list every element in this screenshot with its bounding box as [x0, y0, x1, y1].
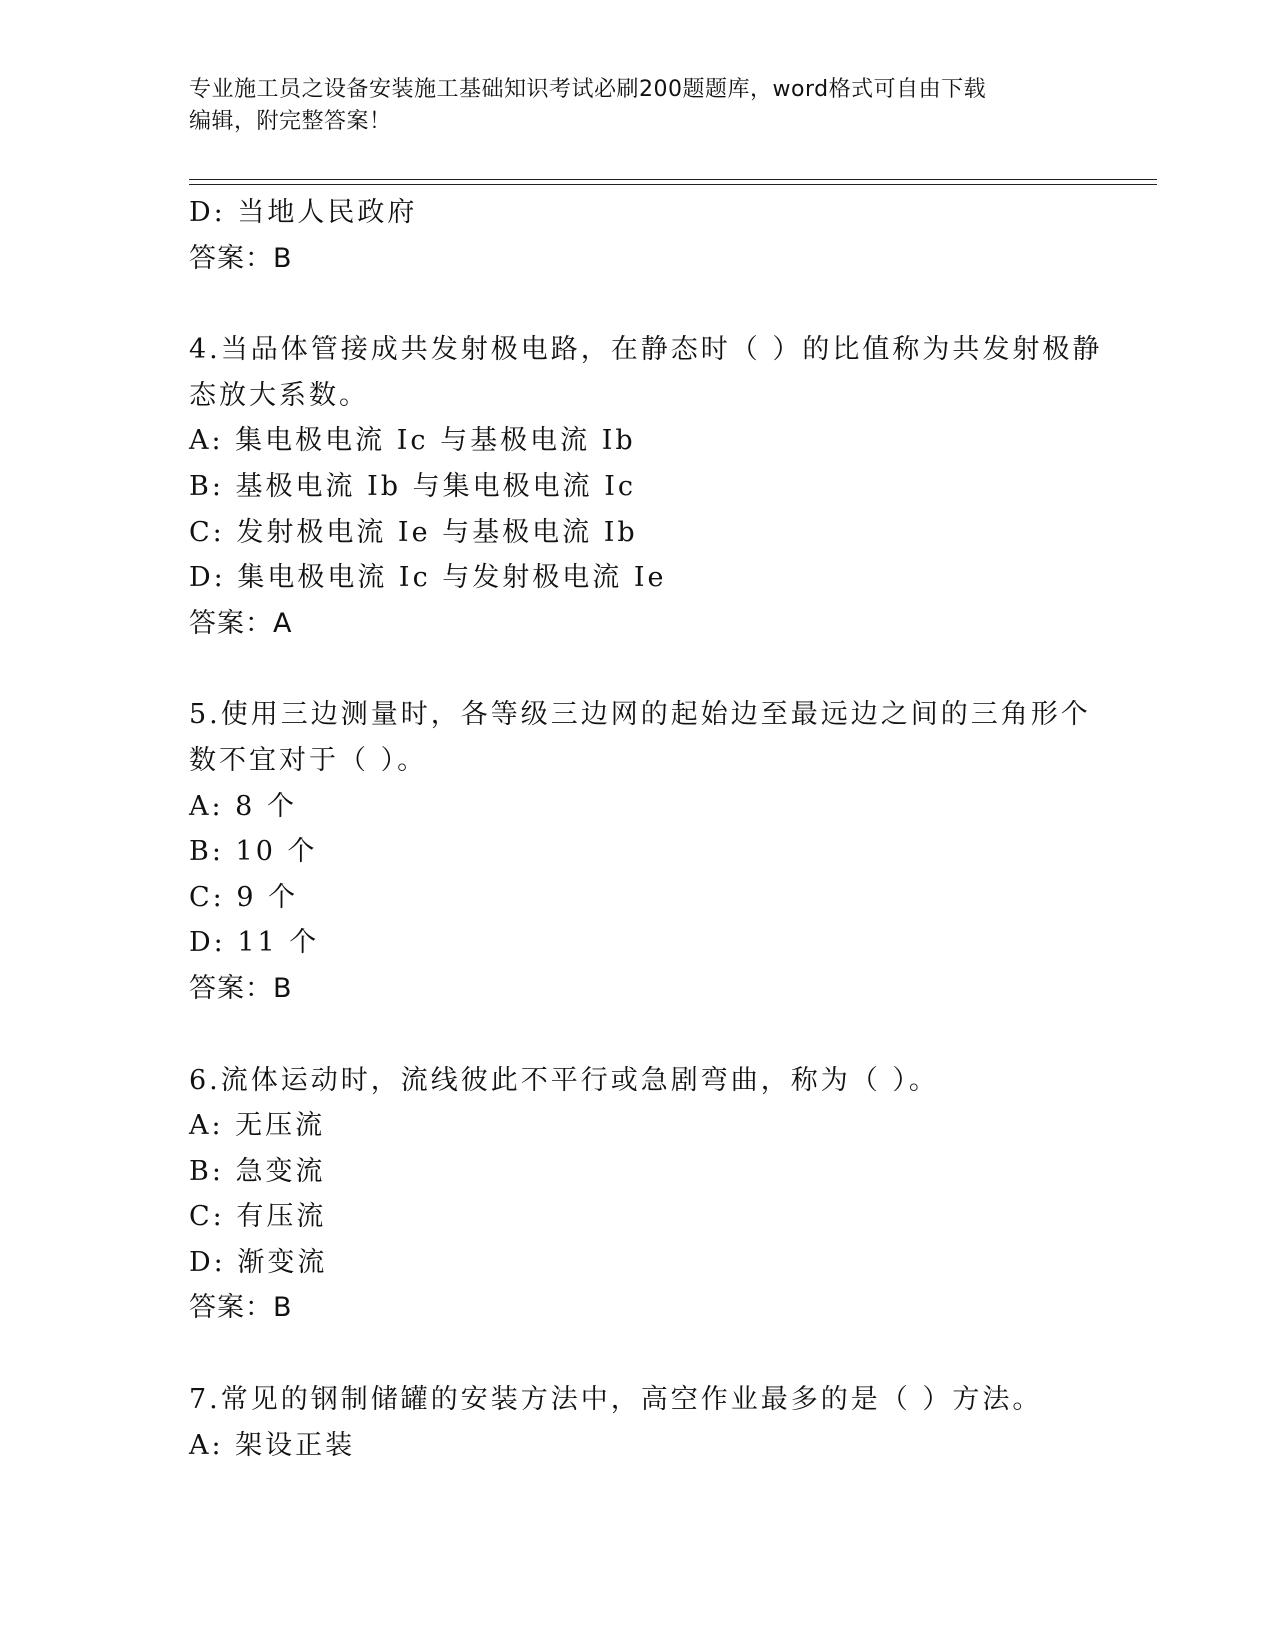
option-b: B: 急变流: [189, 1155, 326, 1187]
header-title-line-2: 编辑，附完整答案！: [189, 109, 392, 134]
option-b: B: 基极电流 Ib 与集电极电流 Ic: [189, 470, 637, 502]
answer-line: 答案：A: [189, 607, 293, 639]
question-stem-continued: 态放大系数。: [189, 379, 369, 411]
option-a: A: 无压流: [189, 1110, 326, 1142]
question-5: [189, 692, 1089, 1011]
option-c: C: 9 个: [189, 881, 299, 913]
header-title-line-1: 专业施工员之设备安装施工基础知识考试必刷200题题库，word格式可自由下载: [189, 77, 987, 102]
answer-line: 答案：B: [189, 972, 293, 1004]
answer-line: 答案：B: [189, 242, 293, 274]
question-stem-continued: 数不宜对于（ ）。: [189, 744, 428, 776]
option-a: A: 集电极电流 Ic 与基极电流 Ib: [189, 425, 636, 457]
question-stem: 6.流体运动时，流线彼此不平行或急剧弯曲，称为（ ）。: [189, 1064, 939, 1096]
option-d: D: 当地人民政府: [189, 197, 418, 228]
question-stem: 4.当品体管接成共发射极电路，在静态时（ ）的比值称为共发射极静: [189, 334, 1103, 366]
option-a: A: 架设正装: [189, 1429, 356, 1461]
option-c: C: 发射极电流 Ie 与基极电流 Ib: [189, 516, 638, 548]
question-7: [189, 1377, 1089, 1468]
document-header: [189, 74, 1069, 138]
option-a: A: 8 个: [189, 790, 297, 822]
question-6: [189, 1058, 1089, 1332]
option-d: D: 渐变流: [189, 1246, 328, 1278]
header-divider-bottom: [189, 184, 1157, 185]
option-c: C: 有压流: [189, 1201, 327, 1233]
option-d: D: 集电极电流 Ic 与发射极电流 Ie: [189, 562, 667, 594]
answer-line: 答案：B: [189, 1292, 293, 1324]
question-3-tail: [189, 190, 1089, 281]
question-stem: 5.使用三边测量时，各等级三边网的起始边至最远边之间的三角形个: [189, 699, 1091, 731]
header-divider-top: [189, 179, 1157, 180]
question-4: [189, 327, 1103, 646]
option-b: B: 10 个: [189, 836, 318, 868]
question-list: [189, 190, 1103, 1468]
option-d: D: 11 个: [189, 927, 320, 959]
question-stem: 7.常见的钢制储罐的安装方法中，高空作业最多的是（ ）方法。: [189, 1384, 1043, 1416]
